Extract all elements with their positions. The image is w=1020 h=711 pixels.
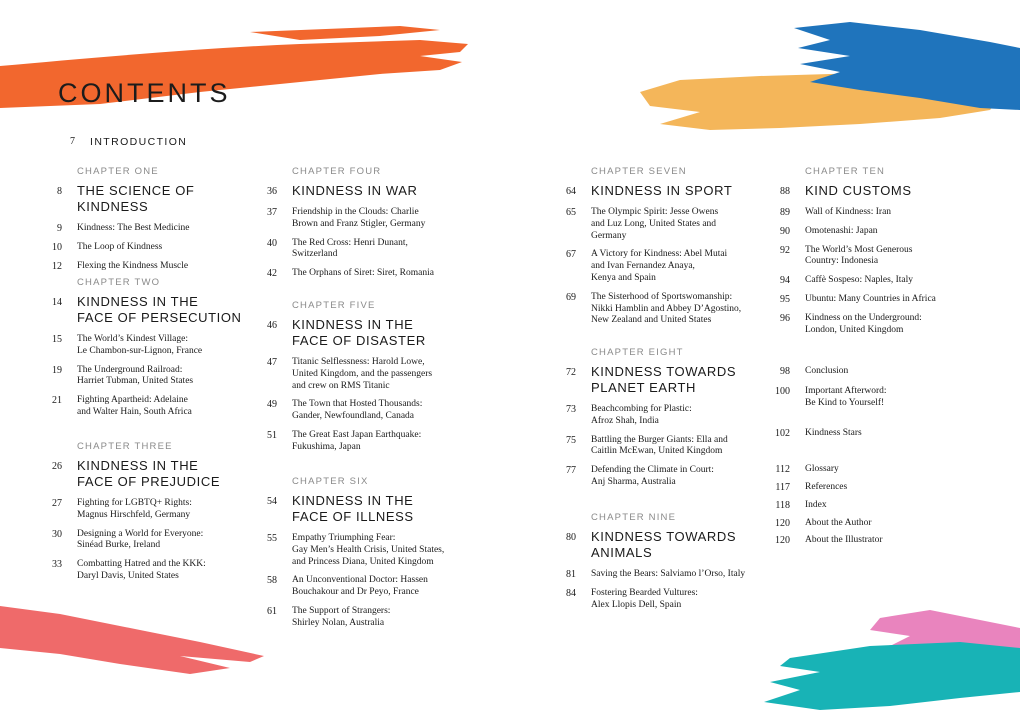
page-number: 92 <box>780 244 790 256</box>
entry-title-line: Be Kind to Yourself! <box>805 397 885 408</box>
page-number: 72 <box>566 367 576 378</box>
page-number: 96 <box>780 312 790 324</box>
entry-title-line: Beachcombing for Plastic: <box>591 404 692 414</box>
toc-entry[interactable] <box>762 464 982 476</box>
page-title: CONTENTS <box>58 78 231 109</box>
entry-title-line: Daryl Davis, United States <box>77 570 179 581</box>
toc-entry[interactable] <box>548 435 768 459</box>
entry-title-line: and Luz Long, United States and <box>591 218 717 229</box>
entry-title-line: Fighting for LGBTQ+ Rights: <box>77 498 192 508</box>
chapter-heading[interactable] <box>249 183 469 199</box>
entry-title-line: The Great East Japan Earthquake: <box>292 429 422 440</box>
entry-title-line: Designing a World for Everyone: <box>77 528 204 539</box>
chapter-title-line: KINDNESS IN THE <box>77 458 199 473</box>
entry-title-line: Defending the Climate in Court: <box>591 465 714 476</box>
entry-title-line: The Orphans of Siret: Siret, Romania <box>292 268 434 279</box>
back-matter <box>762 366 982 553</box>
chapter-title-line: PLANET EARTH <box>591 380 696 395</box>
toc-entry[interactable] <box>34 242 254 254</box>
toc-entry[interactable] <box>249 357 469 392</box>
entry-title-line: References <box>805 481 848 492</box>
entry-title-line: London, United Kingdom <box>805 324 904 335</box>
page-number: 36 <box>267 186 277 197</box>
page-number: 33 <box>52 559 62 571</box>
page-number: 9 <box>57 223 62 234</box>
chapter-title-line: KINDNESS IN THE <box>292 317 414 332</box>
entry-title-line: Conclusion <box>805 366 849 376</box>
page-number: 65 <box>566 207 576 218</box>
page-number: 42 <box>267 268 277 280</box>
entry-title-line: The World’s Kindest Village: <box>77 334 188 344</box>
entry-title-line: Kindness Stars <box>805 428 862 439</box>
toc-entry[interactable] <box>762 386 982 410</box>
entry-title-line: Important Afterword: <box>805 385 887 396</box>
entry-title-line: The Support of Strangers: <box>292 605 391 616</box>
entry-title-line: Le Chambon-sur-Lignon, France <box>77 345 203 356</box>
page-number: 117 <box>775 481 790 493</box>
toc-entry[interactable] <box>762 428 982 440</box>
chapter-title-line: KINDNESS IN THE <box>77 294 199 309</box>
toc-entry[interactable] <box>548 465 768 489</box>
entry-title-line: Omotenashi: Japan <box>805 225 878 236</box>
entry-title-line: The Sisterhood of Sportswomanship: <box>591 291 733 302</box>
entry-title-line: Titanic Selflessness: Harold Lowe, <box>292 357 425 367</box>
toc-entry[interactable] <box>762 245 982 269</box>
entry-title-line: About the Author <box>805 517 872 528</box>
chapter-heading[interactable] <box>249 317 469 349</box>
page-number: 61 <box>267 605 277 617</box>
toc-entry[interactable] <box>249 533 469 568</box>
page-number: 80 <box>566 532 576 543</box>
teal-brush-stroke <box>760 628 1020 711</box>
chapter-two <box>34 277 254 426</box>
entry-title-line: Battling the Burger Giants: Ella and <box>591 434 728 445</box>
chapter-three <box>34 441 254 590</box>
chapter-label: CHAPTER ONE <box>77 166 159 177</box>
entry-title-line: The Red Cross: Henri Dunant, <box>292 237 408 248</box>
chapter-label: CHAPTER SIX <box>292 476 369 487</box>
chapter-five <box>249 300 469 461</box>
chapter-heading[interactable] <box>34 183 254 215</box>
toc-entry[interactable] <box>762 518 982 530</box>
page-number: 84 <box>566 587 576 599</box>
page-number: 90 <box>780 225 790 237</box>
toc-entry[interactable] <box>34 334 254 358</box>
page-number: 15 <box>52 334 62 345</box>
chapter-heading[interactable] <box>762 183 982 199</box>
entry-title-line: Saving the Bears: Salviamo l’Orso, Italy <box>591 569 746 579</box>
chapter-title: KIND CUSTOMS <box>805 183 912 198</box>
chapter-heading[interactable] <box>34 294 254 326</box>
page-number: 81 <box>566 569 576 580</box>
toc-entry[interactable] <box>762 294 982 306</box>
page-number: 112 <box>775 464 790 476</box>
entry-title-line: Nikki Hamblin and Abbey D’Agostino, <box>591 303 742 314</box>
page-number: 100 <box>775 385 790 397</box>
entry-title-line: Glossary <box>805 464 839 475</box>
toc-entry[interactable] <box>548 249 768 284</box>
entry-title-line: Index <box>805 499 827 510</box>
page-number: 75 <box>566 434 576 446</box>
page-number: 120 <box>775 535 790 547</box>
entry-title-line: Gay Men’s Health Crisis, United States, <box>292 544 445 555</box>
entry-title-line: Bouchakour and Dr Peyo, France <box>292 587 419 598</box>
toc-entry[interactable] <box>762 313 982 337</box>
entry-title-line: The World’s Most Generous <box>805 244 913 255</box>
page-number: 55 <box>267 533 277 544</box>
chapter-heading[interactable] <box>548 364 768 396</box>
entry-title-line: Sinéad Burke, Ireland <box>77 540 161 551</box>
page-number: 77 <box>566 465 576 477</box>
entry-title-line: An Unconventional Doctor: Hassen <box>292 575 428 586</box>
page-number: 19 <box>52 364 62 376</box>
chapter-title: KINDNESS IN SPORT <box>591 183 733 198</box>
toc-entry[interactable] <box>249 606 469 630</box>
page-number: 120 <box>775 517 790 529</box>
entry-title: Flexing the Kindness Muscle <box>77 260 189 271</box>
page-number: 14 <box>52 297 62 308</box>
chapter-heading[interactable] <box>34 458 254 490</box>
toc-entry[interactable] <box>34 261 254 273</box>
toc-entry[interactable] <box>548 404 768 428</box>
page-number: 54 <box>267 496 277 507</box>
page-number: 8 <box>57 186 62 197</box>
entry-title-line: The Underground Railroad: <box>77 364 183 375</box>
chapter-seven <box>548 166 768 334</box>
chapter-title: KINDNESS IN WAR <box>292 183 418 198</box>
toc-entry[interactable] <box>762 535 982 547</box>
entry-title-line: A Victory for Kindness: Abel Mutai <box>591 249 728 260</box>
entry-title-line: Harriet Tubman, United States <box>77 376 194 387</box>
page-number: 7 <box>70 136 75 147</box>
blue-brush-stroke <box>790 18 1020 118</box>
entry-title-line: and Ivan Fernandez Anaya, <box>591 261 695 272</box>
chapter-label: CHAPTER EIGHT <box>591 347 684 358</box>
entry-title: Kindness: The Best Medicine <box>77 223 190 233</box>
entry-title-line: Afroz Shah, India <box>591 415 659 426</box>
entry-title-line: New Zealand and United States <box>591 315 712 326</box>
page-number: 88 <box>780 186 790 197</box>
entry-title-line: Shirley Nolan, Australia <box>292 617 385 628</box>
page-number: 49 <box>267 399 277 411</box>
toc-entry[interactable] <box>249 207 469 231</box>
chapter-nine <box>548 512 768 618</box>
page-number: 64 <box>566 186 576 197</box>
entry-title-line: Combatting Hatred and the KKK: <box>77 559 206 570</box>
toc-entry[interactable] <box>548 569 768 581</box>
page-number: 21 <box>52 395 62 407</box>
entry-title-line: Anj Sharma, Australia <box>591 476 676 487</box>
chapter-title-line: FACE OF ILLNESS <box>292 509 414 524</box>
chapter-title-line: KINDNESS TOWARDS <box>591 364 737 379</box>
entry-title-line: Country: Indonesia <box>805 256 879 267</box>
entry-title-line: Magnus Hirschfeld, Germany <box>77 509 191 520</box>
entry-title-line: Fukushima, Japan <box>292 441 361 452</box>
chapter-heading[interactable] <box>548 529 768 561</box>
chapter-title-line: FACE OF PERSECUTION <box>77 310 242 325</box>
entry-title-line: Brown and Franz Stigler, Germany <box>292 218 426 229</box>
entry-title-line: and Walter Hain, South Africa <box>77 406 192 417</box>
chapter-label: CHAPTER FOUR <box>292 166 382 177</box>
page-number: 67 <box>566 249 576 261</box>
entry-title-line: United Kingdom, and the passengers <box>292 368 433 379</box>
toc-entry[interactable] <box>249 399 469 423</box>
toc-entry[interactable] <box>548 292 768 327</box>
toc-entry[interactable] <box>548 588 768 612</box>
chapter-label: CHAPTER TWO <box>77 277 161 288</box>
page-number: 26 <box>52 461 62 472</box>
entry-title-line: Kenya and Spain <box>591 272 656 283</box>
chapter-ten <box>762 166 982 343</box>
entry-title-line: Friendship in the Clouds: Charlie <box>292 207 419 217</box>
entry-title-line: Germany <box>591 230 627 241</box>
chapter-label: CHAPTER THREE <box>77 441 173 452</box>
page-number: 98 <box>780 366 790 377</box>
chapter-heading[interactable] <box>548 183 768 199</box>
page-number: 58 <box>267 575 277 587</box>
entry-title-line: and crew on RMS Titanic <box>292 380 390 391</box>
page-number: 118 <box>775 499 790 511</box>
toc-entry[interactable] <box>249 575 469 599</box>
toc-entry[interactable] <box>762 275 982 287</box>
toc-entry[interactable] <box>34 529 254 553</box>
entry-title-line: Caffè Sospeso: Naples, Italy <box>805 275 913 286</box>
toc-entry[interactable] <box>762 226 982 238</box>
toc-entry[interactable] <box>762 207 982 219</box>
toc-entry[interactable] <box>249 238 469 262</box>
entry-title-line: Switzerland <box>292 249 338 260</box>
introduction-entry[interactable] <box>47 134 347 150</box>
entry-title-line: and Princess Diana, United Kingdom <box>292 556 434 567</box>
page-number: 51 <box>267 429 277 441</box>
page-number: 95 <box>780 293 790 305</box>
entry-title-line: The Olympic Spirit: Jesse Owens <box>591 207 719 217</box>
toc-entry[interactable] <box>34 559 254 583</box>
toc-entry[interactable] <box>34 498 254 522</box>
entry-title-line: Gander, Newfoundland, Canada <box>292 411 415 422</box>
chapter-title: KINDNESS TOWARDS ANIMALS <box>591 529 737 560</box>
entry-title-line: Wall of Kindness: Iran <box>805 207 892 217</box>
chapter-label: CHAPTER SEVEN <box>591 166 687 177</box>
chapter-title: THE SCIENCE OF KINDNESS <box>77 183 195 214</box>
toc-entry[interactable] <box>762 482 982 494</box>
coral-brush-stroke <box>0 598 270 678</box>
chapter-one <box>34 166 254 279</box>
chapter-label: CHAPTER FIVE <box>292 300 376 311</box>
page-number: 12 <box>52 260 62 272</box>
chapter-heading[interactable] <box>249 493 469 525</box>
chapter-six <box>249 476 469 637</box>
page-number: 30 <box>52 528 62 540</box>
chapter-label: CHAPTER TEN <box>805 166 886 177</box>
page-number: 40 <box>267 237 277 249</box>
introduction-title: INTRODUCTION <box>90 136 188 148</box>
toc-entry[interactable] <box>34 395 254 419</box>
entry-title: The Loop of Kindness <box>77 241 163 252</box>
page-number: 47 <box>267 357 277 368</box>
entry-title-line: Kindness on the Underground: <box>805 312 922 323</box>
entry-title-line: Fostering Bearded Vultures: <box>591 587 698 598</box>
entry-title-line: Fighting Apartheid: Adelaine <box>77 395 188 406</box>
page-number: 46 <box>267 320 277 331</box>
chapter-title-line: FACE OF DISASTER <box>292 333 426 348</box>
toc-entry[interactable] <box>249 268 469 280</box>
toc-entry[interactable] <box>762 366 982 378</box>
entry-title-line: About the Illustrator <box>805 535 883 546</box>
toc-entry[interactable] <box>249 430 469 454</box>
chapter-label: CHAPTER NINE <box>591 512 677 523</box>
page-number: 37 <box>267 207 277 218</box>
chapter-four <box>249 166 469 287</box>
page-number: 102 <box>775 428 790 440</box>
entry-title-line: Caitlin McEwan, United Kingdom <box>591 446 723 457</box>
page-number: 10 <box>52 241 62 253</box>
page-number: 27 <box>52 498 62 509</box>
toc-entry[interactable] <box>762 500 982 512</box>
chapter-title-line: FACE OF PREJUDICE <box>77 474 221 489</box>
entry-title-line: Ubuntu: Many Countries in Africa <box>805 293 936 304</box>
page-number: 94 <box>780 275 790 287</box>
entry-title-line: The Town that Hosted Thousands: <box>292 399 423 410</box>
page-number: 73 <box>566 404 576 415</box>
toc-entry[interactable] <box>34 223 254 235</box>
chapter-title-line: KINDNESS IN THE <box>292 493 414 508</box>
page-number: 89 <box>780 207 790 218</box>
entry-title-line: Empathy Triumphing Fear: <box>292 533 396 543</box>
toc-entry[interactable] <box>548 207 768 242</box>
entry-title-line: Alex Llopis Dell, Spain <box>591 599 682 610</box>
toc-entry[interactable] <box>34 365 254 389</box>
page-number: 69 <box>566 291 576 303</box>
chapter-eight <box>548 347 768 496</box>
